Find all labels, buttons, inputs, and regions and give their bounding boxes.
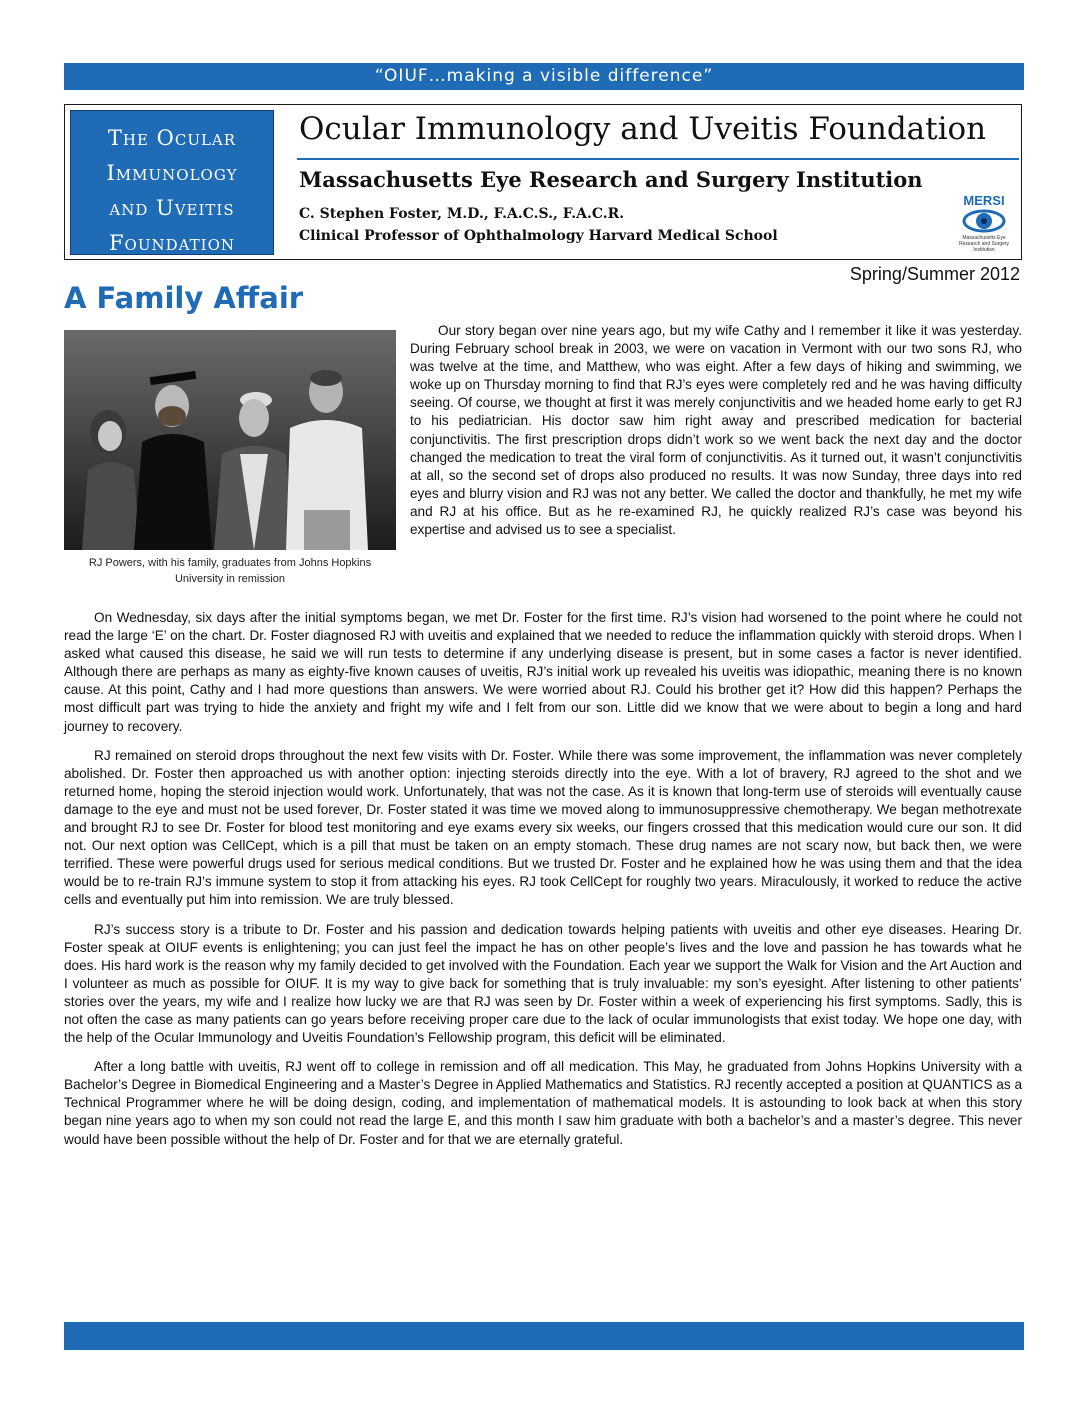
issue-date: Spring/Summer 2012: [849, 264, 1020, 284]
article-title: A Family Affair: [64, 281, 304, 315]
logo-line-1: The Ocular: [107, 126, 237, 150]
header-rule: [297, 158, 1019, 160]
masthead: [64, 104, 1022, 260]
family-photo-image: [64, 330, 396, 550]
institute-name: Massachusetts Eye Research and Surgery Institution: [299, 167, 923, 192]
body-paragraph: RJ’s success story is a tribute to Dr. Foster and his passion and dedication towards helping patients with uveitis and other eye diseases. Hearing Dr. Foster speak at OIUF events is enlightening; you can just feel the impact he has on other people’s lives and the love and passion he has towards what he does. His hard work is the reason why my family decided to get involved with the Foundation. Each year we support the Walk for Vision and the Art Auction and I volunteer as much as possible for OIUF. It is my way to give back for something that is truly invaluable: my son’s eyesight. After listening to other patients’ stories over the years, my wife and I realize how lucky we are that RJ was seen by Dr. Foster within a week of experiencing his first symptoms. Sadly, this is not often the case as many patients can go years before receiving proper care due to the lack of ocular immunologists that exist today. We hope one day, with the help of the Ocular Immunology and Uveitis Foundation’s Fellowship program, this deficit will be eliminated.: [64, 921, 1022, 1046]
photo-caption: RJ Powers, with his family, graduates from Johns Hopkins University in remission: [88, 557, 372, 585]
body-paragraph: On Wednesday, six days after the initial symptoms began, we met Dr. Foster for the first time. RJ’s vision had worsened to the point where he could not read the large ‘E’ on the chart. Dr. Foster diagnosed RJ with uveitis and explained that we needed to reduce the inflammation quickly with steroid drops. When I asked what caused this disease, he said we will run tests to determine if any underlying disease is present, but in some cases a factor is never identified. Although there are perhaps as many as eighty-five known causes of uveitis, RJ’s initial work up revealed his uveitis was idiopathic, meaning there is no known cause. At this point, Cathy and I had more questions than answers. We were worried about RJ. Could his brother get it? How did this happen? Perhaps the most difficult part was trying to hide the anxiety and fright my wife and I felt from our son. Little did we know that we were about to begin a long and hard journey to recovery.: [64, 610, 1022, 734]
doctor-name: C. Stephen Foster, M.D., F.A.C.S., F.A.C.R.: [299, 206, 625, 222]
logo-line-4: Foundation: [108, 231, 236, 255]
mersi-logo: [953, 191, 1015, 255]
org-name: Ocular Immunology and Uveitis Foundation: [299, 111, 987, 147]
mersi-label: MERSI: [963, 193, 1005, 208]
logo-line-2: Immunology: [106, 161, 238, 185]
body-paragraph: After a long battle with uveitis, RJ went off to college in remission and off all medication. This May, he graduated from Johns Hopkins University with a Bachelor’s Degree in Biomedical Engineering and a Master’s Degree in Applied Mathematics and Statistics. RJ recently accepted a position at QUANTICS as a Technical Programmer where he will be doing design, coding, and implementation of mathematical models. It is astounding to look back at when this story began nine years ago to when my son could not read the large E, and this month I saw him graduate with both a bachelor’s and a master’s degree. This never would have been possible without the help of Dr. Foster and for that we are eternally grateful.: [64, 1059, 1022, 1147]
body-paragraph: RJ remained on steroid drops throughout the next few visits with Dr. Foster. While there was some improvement, the inflammation was never completely abolished. Dr. Foster then approached us with another option: injecting steroids directly into the eye. With a lot of bravery, RJ agreed to the shot and we returned home, hoping the steroid injection would work. Unfortunately, that was not the case. As it is known that long-term use of steroids will eventually cause damage to the eye and must not be used forever, Dr. Foster stated it was time we moved along to immunosuppressive chemotherapy. We began methotrexate and brought RJ to see Dr. Foster for blood test monitoring and eye exams every six weeks, our fingers crossed that this medication would cure our son. It did not. Our next option was CellCept, which is a pill that must be taken on an empty stomach. These drug names are not scary now, but back then, we were terrified. These were powerful drugs used for serious medical conditions. But we trusted Dr. Foster and he explained how he was using them and that the idea would be to re-train RJ’s immune system to stop it from attacking his eyes. RJ took CellCept for roughly two years. Miraculously, it worked to reduce the active cells and eventually put him into remission. We are truly blessed.: [64, 747, 1022, 908]
logo-line-3: and Uveitis: [109, 196, 235, 220]
article-body: [64, 609, 1022, 1160]
tagline-banner: [64, 63, 1024, 90]
tagline-text: “OIUF…making a visible difference”: [374, 66, 714, 86]
foundation-logo: [70, 110, 274, 255]
mersi-caption: Massachusetts Eye Research and Surgery Institution: [958, 235, 1010, 253]
family-photo: [64, 330, 396, 550]
doctor-title: Clinical Professor of Ophthalmology Harvard Medical School: [299, 228, 778, 244]
lead-paragraph: Our story began over nine years ago, but my wife Cathy and I remember it like it was yesterday. During February school break in 2003, we were on vacation in Vermont with our two sons RJ, who was twelve at the time, and Matthew, who was eight. After a few days of hiking and swimming, we woke up on Thursday morning to find that RJ’s eyes were completely red and he was having difficulty seeing. Of course, we thought at first it was merely conjunctivitis and we headed home early to get RJ to his pediatrician. His doctor saw him right away and prescribed medication for bacterial conjunctivitis. The first prescription drops didn’t work so we went back the next day and the doctor changed the medication to treat the viral form of conjunctivitis. As it turned out, it wasn’t conjunctivitis at all, so the second set of drops also produced no results. It was now Sunday, three days into red eyes and blurry vision and RJ was not any better. We called the doctor and thankfully, he met my wife and RJ at his office. But as he re-examined RJ, he quickly realized RJ’s case was beyond his expertise and advised us to see a specialist.: [410, 323, 1022, 538]
footer-bar: [64, 1322, 1024, 1350]
